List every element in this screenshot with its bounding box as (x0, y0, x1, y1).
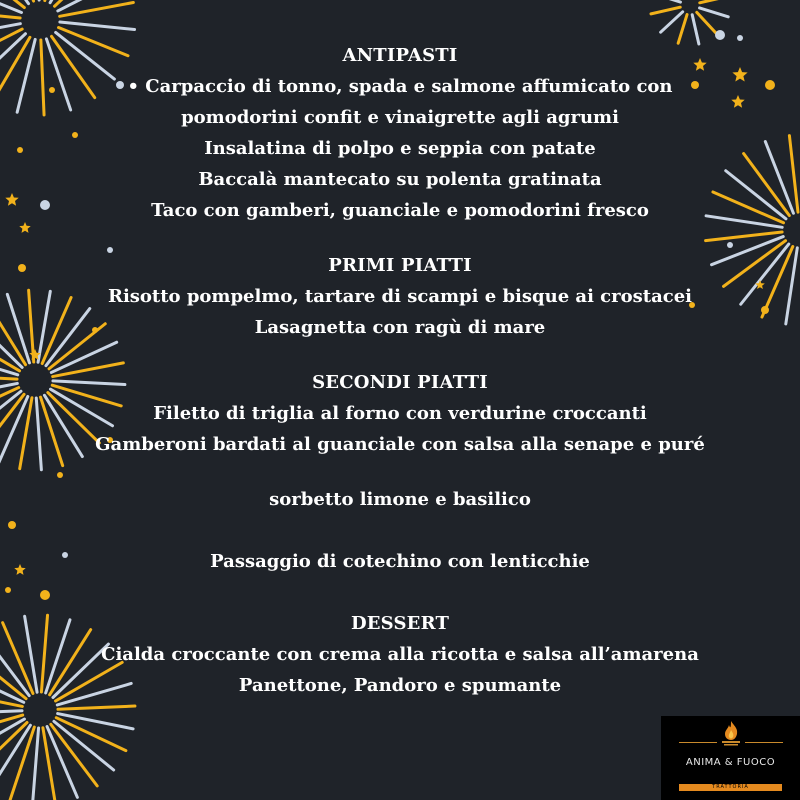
sorbetto-line: sorbetto limone e basilico (269, 489, 531, 510)
logo-rule-right (745, 742, 783, 743)
menu-line: • Carpaccio di tonno, spada e salmone affumicato con (127, 76, 673, 97)
menu-line: Risotto pompelmo, tartare di scampi e bisque ai crostacei (107, 286, 692, 307)
firework-ray (697, 12, 717, 34)
firework-ray (60, 22, 135, 29)
menu-line: Insalatina di polpo e seppia con patate (204, 138, 596, 159)
section-dessert (0, 608, 800, 701)
menu-content (0, 40, 800, 725)
passaggio-line: Passaggio di cotechino con lenticchie (210, 551, 590, 572)
firework-ray (32, 728, 38, 800)
menu-line: Filetto di triglia al forno con verdurine croccanti (153, 403, 647, 424)
menu-line: Baccalà mantecato su polenta gratinata (198, 169, 602, 190)
section-secondi (0, 367, 800, 460)
menu-line: Gamberoni bardati al guanciale con salsa alla senape e puré (95, 434, 705, 455)
firework-ray (50, 0, 88, 3)
secondi-heading: SECONDI PIATTI (312, 372, 488, 393)
menu-line: pomodorini confit e vinaigrette agli agrumi (181, 107, 619, 128)
firework-ray (652, 0, 681, 2)
logo-rule-left (679, 742, 717, 743)
firework-ray (661, 12, 683, 32)
firework-ray (700, 0, 729, 3)
flame-icon (716, 720, 746, 746)
menu-line: Lasagnetta con ragù di mare (254, 317, 546, 338)
logo-tagline: TRATTORIA (679, 784, 782, 791)
primi-heading: PRIMI PIATTI (328, 255, 472, 276)
antipasti-heading: ANTIPASTI (342, 45, 458, 66)
firework-ray (700, 8, 729, 17)
firework-ray (55, 0, 110, 6)
section-primi (0, 250, 800, 343)
menu-line: Cialda croccante con crema alla ricotta e salsa all’amarena (101, 644, 699, 665)
restaurant-logo (661, 716, 800, 800)
menu-line: Taco con gamberi, guanciale e pomodorini fresco (151, 200, 649, 221)
sparkle-dot (715, 30, 725, 40)
menu-line: Panettone, Pandoro e spumante (238, 675, 562, 696)
logo-name: ANIMA & FUOCO (685, 757, 776, 768)
dessert-heading: DESSERT (350, 613, 450, 634)
firework-ray (678, 15, 687, 44)
section-antipasti (0, 40, 800, 226)
firework-ray (651, 7, 680, 14)
